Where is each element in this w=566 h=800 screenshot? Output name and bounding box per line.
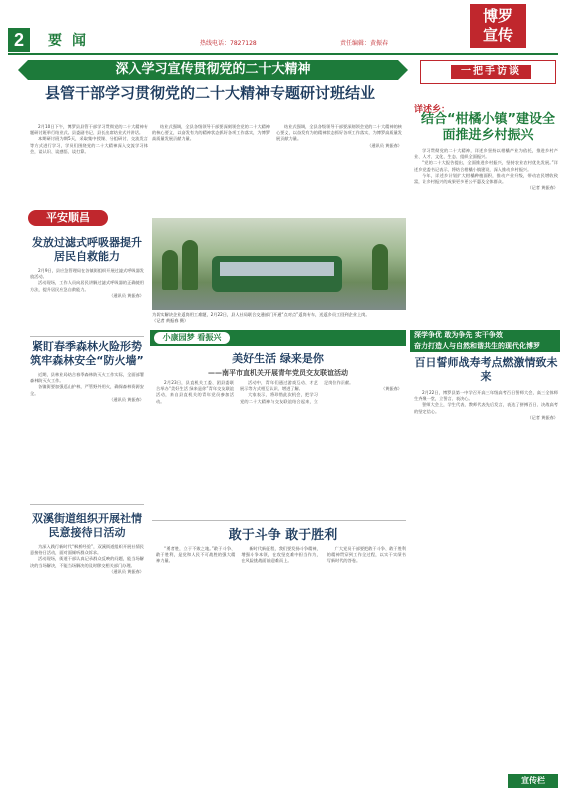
interview-label: 详述乡： [414,105,451,115]
forest-author: （通讯员 黄振春） [109,396,144,402]
interview-author: （记者 黄振春） [527,185,558,191]
contact-meta: 责任编辑：黄振春 [340,40,389,47]
tree-shape [162,250,178,290]
commentary-paragraph: “勇者胜，立于不败之地。”敢于斗争、敢于胜利，是党和人民不可战胜的强大精神力量。 [156,546,236,564]
exam-paragraph: 誓师大会上，学生代表、教师代表先后发言，表达了拼搏百日、决战高考的坚定信心。 [414,402,558,414]
rural-tag: 小康园梦 看振兴 [154,332,230,344]
page-number: 2 [8,28,30,52]
commentary-paragraph: 新时代新征程，我们要发扬斗争精神，增强斗争本领，在攻坚克难中担当作为，在风险挑战面前迎难而上。 [241,546,321,564]
interview-paragraph: 学习贯彻党的二十大精神，详述乡坚持以柑橘产业为依托，推进乡村产业、人才、文化、生态、组织全面振兴。 [414,148,558,160]
rural-paragraph: 2月23日，县直机关工委、团县委联合举办“美好生活 绿来是你”青年交友联谊活动，来自县直机关的青年党员参加活动。 [156,380,234,404]
editor-meta: 热线电话：7827128 [200,40,257,47]
lead-author: （通讯员 黄振春） [367,142,402,148]
masthead-logo: 博罗 宣传 [470,4,526,48]
rural-paragraph: 大家表示，将珍惜此次机会，把学习党的二十大精神与交友联谊结合起来，立足岗位作贡献。 [240,380,354,404]
forest-headline: 紧盯春季森林火险形势筑牢森林安全“防火墙” [30,340,144,367]
safety-paragraph: 活动现场，工作人员向居民讲解过滤式呼吸器的正确使用方法，提升居民应急自救能力。 [30,280,144,292]
interview-body [414,148,558,320]
slogan-strip: 深学争优 敢为争先 实干争效 奋力打造人与自然和谐共生的现代化博罗 [410,330,560,352]
lead-paragraph: 2月10日下午，博罗县县管干部学习贯彻党的二十大精神专题研讨班举行结业式。县委副书记、县长出席结业式并讲话。 [30,124,148,136]
rural-body [156,380,402,518]
news-photo [152,218,406,310]
forest-paragraph: 近期，县林业局结合春季森林防灭火工作实际，全面部署森林防灭火工作。 [30,372,144,384]
tree-shape [182,240,198,290]
safety-body [30,268,144,332]
lead-paragraph: 结业式强调，全县各级领导干部要深刻领会党的二十大精神的核心要义，以奋发有为的精神状态抓好各项工作落实，为博罗高质量发展贡献力量。 [152,124,270,142]
interview-paragraph: “党的二十大报告提出，全面推进乡村振兴，坚持农业农村优先发展。”详述乡党委书记表示，将结合柑橘小镇建设，深入推动乡村振兴。 [414,160,558,172]
commentary-body [156,546,406,770]
safety-author: （通讯员 黄振春） [109,292,144,298]
lead-paragraph: 本期研讨班为期5天，采取集中授课、分组研讨、交流发言等方式进行学习，学员们围绕党的二十大精神深入交流学习体会，谈认识、谈感悟、谈打算。 [30,136,148,154]
rural-paragraph: 活动中，青年们通过游戏互动、才艺展示等方式相互认识、增进了解。 [240,380,318,392]
tree-shape [372,244,388,290]
divider [30,336,144,337]
caption-text: 为切实解决企业返岗用工难题，2月22日，县人社局联合交通部门开通“点对点”返岗专车，送返乡员工回到企业上岗。 [152,312,370,317]
lead-body-col1 [30,124,148,204]
exam-headline: 百日誓师战寿考点燃激情致未来 [414,356,558,383]
exam-paragraph: 2月22日，博罗县第一中学召开高三年级高考百日誓师大会，高三全体师生齐聚一堂，立誓言、表决心。 [414,390,558,402]
exam-body [414,390,558,770]
interview-headline: 结合“柑橘小镇”建设全面推进乡村振兴 [420,112,556,143]
rural-headline: 美好生活 绿来是你 [232,352,324,365]
caption-author: （记者 黄振春 摄） [152,318,189,324]
section-title: 要闻 [48,33,96,49]
photo-caption [152,312,406,324]
forest-paragraph: 各镇街要加强巡山护林，严管野外用火，确保森林资源安全。 [30,384,144,396]
lead-body-col3 [276,124,402,204]
interview-paragraph: 今年，详述乡计划扩大柑橘种植面积，推动产业升级，带动农民增收致富，让乡村振兴的成果更多更公平惠及全体群众。 [414,172,558,185]
header-rule [8,53,558,55]
district-paragraph: 为深入践行新时代“枫桥经验”，双溪街道组织开展社情民意接待日活动，面对面倾听群众诉求。 [30,544,144,556]
interview-tag: 一把手访谈 [451,65,531,79]
commentary-paragraph: 广大党员干部要把敢于斗争、敢于胜利的精神贯穿到工作全过程，以实干实绩书写新时代的答卷。 [326,546,406,564]
page-header [0,0,566,52]
interview-box [420,60,556,84]
divider [152,520,406,521]
rural-author: （黄振春） [381,386,402,392]
district-author: （通讯员 黄振春） [109,568,144,574]
lead-paragraph: 结业式强调，全县各级领导干部要深刻领会党的二十大精神的核心要义，以奋发有为的精神状态抓好各项工作落实，为博罗高质量发展贡献力量。 [276,124,402,142]
bus-image [212,256,342,292]
lead-body-col2 [152,124,270,204]
safety-headline: 发放过滤式呼吸器提升居民自救能力 [32,236,142,263]
divider [30,504,144,505]
district-body [30,544,144,768]
safety-paragraph: 2月9日，县应急管理局在各镇街组织开展过滤式呼吸器发放活动。 [30,268,144,280]
topic-banner: 深入学习宣传贯彻党的二十大精神 [28,60,398,80]
rural-subhead: ——南平市直机关开展青年党员交友联谊活动 [208,369,348,377]
safety-banner: 平安顺昌 [28,210,108,226]
district-paragraph: 活动现场，街道干部认真记录群众反映的问题，能当场解决的当场解决，不能当场解决的及时移交相关部门办理。 [30,556,144,568]
rural-strip [150,330,406,346]
district-headline: 双溪街道组织开展社情民意接待日活动 [32,512,142,539]
commentary-headline: 敢于斗争 敢于胜利 [228,528,338,543]
rural-heading [160,350,396,378]
exam-author: （记者 黄振春） [527,414,558,420]
footer-tag: 宣传栏 [508,774,558,788]
forest-body [30,372,144,500]
lead-headline: 县管干部学习贯彻党的二十大精神专题研讨班结业 [44,84,375,102]
